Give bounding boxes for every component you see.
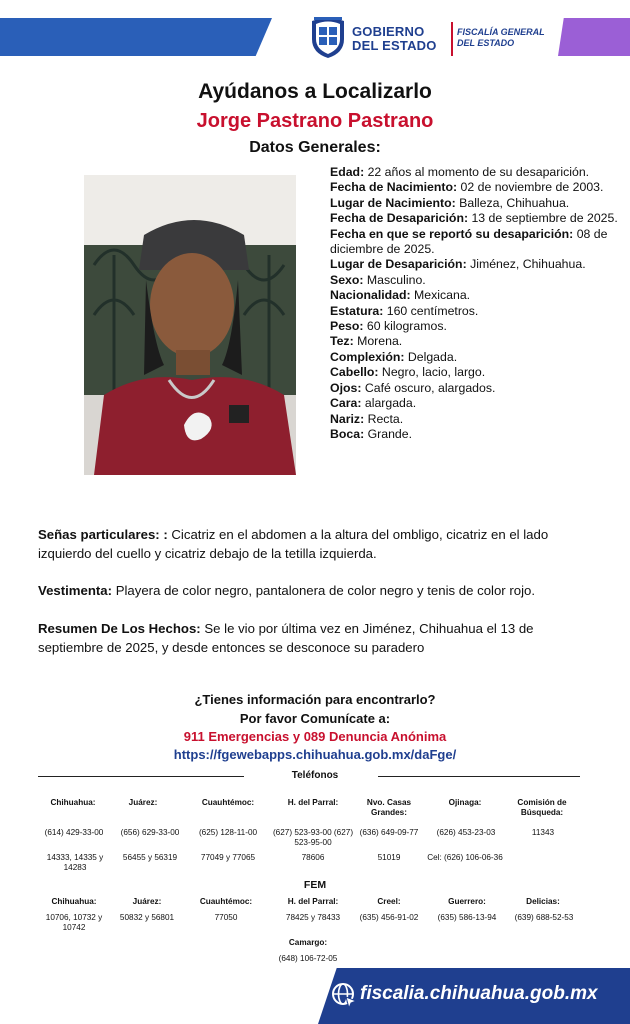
tel-phone: (625) 128-11-00	[198, 828, 258, 837]
fem-value: (635) 456-91-02	[359, 913, 419, 922]
info-tez: Tez: Morena.	[330, 334, 403, 349]
page-title: Ayúdanos a Localizarlo	[198, 80, 432, 103]
tel-phone: 11343	[531, 828, 555, 837]
fem-city: Juárez:	[132, 897, 162, 906]
fem-value: (639) 688-52-53	[514, 913, 574, 922]
info-cabello: Cabello: Negro, lacio, largo.	[330, 365, 486, 380]
fem-city: Creel:	[377, 897, 401, 906]
info-complexion: Complexión: Delgada.	[330, 349, 458, 364]
tel-city: Ojinaga:	[448, 798, 482, 807]
senas-particulares: Señas particulares: : Cicatriz en el abdomen a la altura del ombligo, cicatriz en el lado izquierdo del cuello y cicatriz debajo de la tetilla izquierda.	[38, 527, 549, 561]
tel-phone: (614) 429-33-00	[44, 828, 104, 837]
fem-value: (635) 586-13-94	[437, 913, 497, 922]
gobierno-del-estado-text: GOBIERNO DEL ESTADO	[352, 24, 437, 53]
info-lugar-nacimiento: Lugar de Nacimiento: Balleza, Chihuahua.	[330, 195, 570, 210]
tel-ext: 78606	[301, 853, 325, 862]
person-name: Jorge Pastrano Pastrano	[196, 110, 434, 132]
info-fecha-desaparicion: Fecha de Desaparición: 13 de septiembre de 2025.	[330, 211, 618, 226]
info-peso: Peso: 60 kilogramos.	[330, 319, 447, 334]
fem-city: H. del Parral:	[287, 897, 339, 906]
fem-value: 50832 y 56801	[119, 913, 175, 922]
info-boca: Boca: Grande.	[330, 426, 413, 441]
header-purple-band	[558, 18, 630, 56]
info-estatura: Estatura: 160 centímetros.	[330, 303, 479, 318]
telefonos-title: Teléfonos	[291, 770, 339, 781]
info-fecha-reporte: Fecha en que se reportó su desaparición: 08 de diciembre de 2025.	[330, 226, 608, 257]
cta-emergency: 911 Emergencias y 089 Denuncia Anónima	[183, 729, 447, 744]
tel-phone: (627) 523-93-00 (627) 523-95-00	[272, 828, 354, 847]
fem-value: 77050	[214, 913, 238, 922]
info-fecha-nacimiento: Fecha de Nacimiento: 02 de noviembre de 2003.	[330, 180, 604, 195]
tel-city: Chihuahua:	[50, 798, 96, 807]
tel-ext: 56455 y 56319	[122, 853, 178, 862]
fem-value: 10706, 10732 y 10742	[45, 913, 103, 932]
info-sexo: Sexo: Masculino.	[330, 272, 426, 287]
header-blue-band	[0, 18, 272, 56]
tel-ext: 51019	[377, 853, 401, 862]
tel-ext: 14333, 14335 y 14283	[46, 853, 104, 872]
tel-phone: (626) 453-23-03	[436, 828, 496, 837]
datos-generales-list	[330, 165, 620, 442]
info-nariz: Nariz: Recta.	[330, 411, 404, 426]
tel-city: Comisión de Búsqueda:	[517, 798, 567, 817]
footer-site-link[interactable]: fiscalia.chihuahua.gob.mx	[360, 983, 598, 1004]
tel-phone: (636) 649-09-77	[359, 828, 419, 837]
fem-camargo-label: Camargo:	[288, 938, 328, 947]
info-nacionalidad: Nacionalidad: Mexicana.	[330, 288, 471, 303]
cta-url-link[interactable]: https://fgewebapps.chihuahua.gob.mx/daFge/	[173, 747, 457, 762]
fiscalia-general-text: FISCALÍA GENERAL DEL ESTADO	[457, 27, 545, 48]
header-divider	[451, 22, 453, 56]
cta-question: ¿Tienes información para encontrarlo?	[194, 692, 436, 707]
tel-city: H. del Parral:	[287, 798, 339, 807]
tel-ext: 77049 y 77065	[200, 853, 256, 862]
datos-generales-title: Datos Generales:	[249, 139, 381, 156]
fem-camargo-value: (648) 106-72-05	[278, 954, 338, 963]
fem-city: Cuauhtémoc:	[199, 897, 253, 906]
info-cara: Cara: alargada.	[330, 396, 417, 411]
info-ojos: Ojos: Café oscuro, alargados.	[330, 380, 496, 395]
tel-city: Nvo. Casas Grandes:	[366, 798, 412, 817]
tel-ext: Cel: (626) 106-06-36	[427, 853, 503, 862]
info-lugar-desaparicion: Lugar de Desaparición: Jiménez, Chihuahua.	[330, 257, 586, 272]
fem-city: Guerrero:	[448, 897, 486, 906]
vestimenta: Vestimenta: Playera de color negro, pantalonera de color negro y tenis de color rojo.	[38, 583, 536, 598]
resumen-hechos: Resumen De Los Hechos: Se le vio por última vez en Jiménez, Chihuahua el 13 de septiembre de 2025, y desde entonces se desconoce su paradero	[38, 621, 534, 655]
tel-phone: (656) 629-33-00	[120, 828, 180, 837]
person-photo	[84, 175, 296, 475]
globe-cursor-icon	[330, 980, 358, 1010]
state-shield-icon	[308, 15, 348, 59]
tel-city: Juárez:	[128, 798, 158, 807]
fem-city: Delicias:	[526, 897, 560, 906]
info-edad: Edad: 22 años al momento de su desaparición.	[330, 165, 590, 179]
fem-city: Chihuahua:	[51, 897, 97, 906]
cta-please: Por favor Comunícate a:	[239, 711, 391, 726]
tel-city: Cuauhtémoc:	[201, 798, 255, 807]
fem-title: FEM	[303, 879, 327, 891]
fem-value: 78425 y 78433	[285, 913, 341, 922]
